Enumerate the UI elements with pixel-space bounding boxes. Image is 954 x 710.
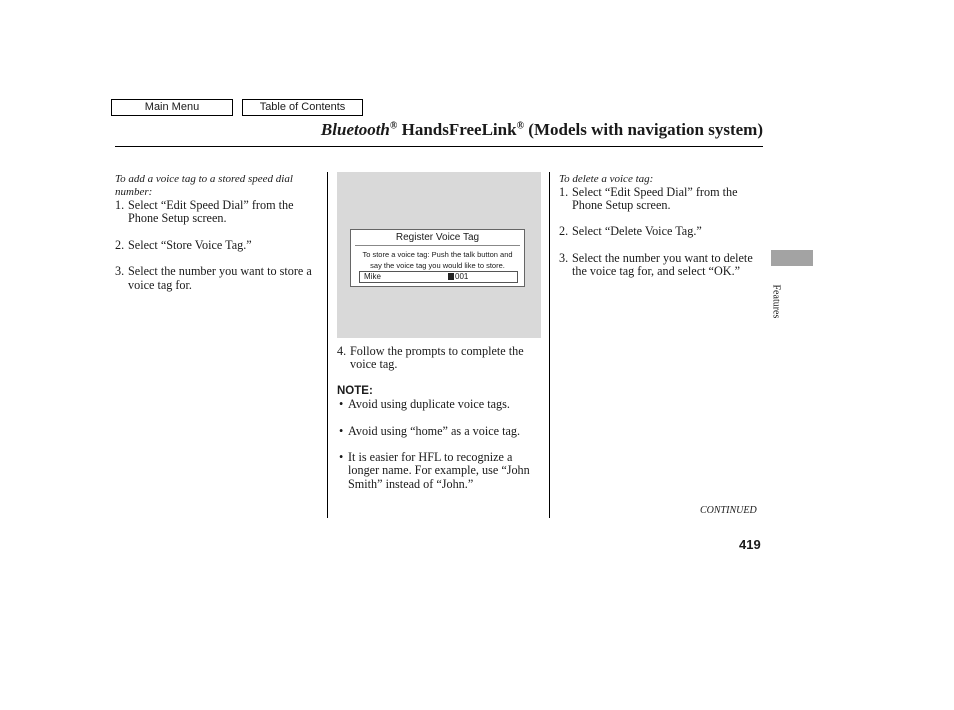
list-item	[337, 398, 543, 411]
entry-name: Mike	[364, 272, 381, 281]
bullet-dot: •	[339, 450, 344, 465]
step-text: Select “Edit Speed Dial” from the Phone Setup screen.	[572, 184, 738, 212]
screen-instructions	[355, 249, 520, 271]
entry-number	[448, 272, 468, 282]
step-text: Select “Edit Speed Dial” from the Phone Setup screen.	[128, 198, 294, 226]
step-number: 1.	[115, 198, 125, 212]
list-item	[559, 186, 763, 213]
page-number: 419	[739, 537, 761, 552]
bullet-text: Avoid using “home” as a voice tag.	[348, 423, 521, 438]
step-text: Select the number you want to store a voice tag for.	[128, 264, 312, 292]
middle-column	[337, 345, 543, 491]
right-column	[559, 173, 763, 279]
screen-line: To store a voice tag: Push the talk button and	[362, 250, 513, 259]
step-text: Select “Delete Voice Tag.”	[572, 224, 702, 239]
title-brand: Bluetooth	[320, 120, 390, 139]
list-item	[115, 239, 323, 252]
step-number: 2.	[115, 237, 125, 252]
bullet-text: It is easier for HFL to recognize a longer name. For example, use “John Smith” instead of “John.”	[348, 450, 530, 491]
title-rule	[115, 146, 763, 147]
step-number: 1.	[559, 184, 569, 199]
step-text: Select the number you want to delete the voice tag for, and select “OK.”	[572, 250, 753, 279]
registered-mark: ®	[389, 120, 398, 132]
continued-label: CONTINUED	[700, 505, 757, 516]
main-menu-button[interactable]: Main Menu	[111, 99, 233, 116]
left-column	[115, 173, 323, 292]
screen-title: Register Voice Tag	[395, 232, 480, 243]
list-item	[115, 199, 323, 226]
section-tab	[771, 250, 813, 266]
step-text: Follow the prompts to complete the voice tag.	[350, 344, 524, 372]
register-voice-tag-screen	[350, 229, 525, 287]
bullet-text: Avoid using duplicate voice tags.	[348, 397, 510, 412]
list-item	[559, 252, 763, 279]
bullet-dot: •	[339, 423, 344, 438]
list-item	[337, 451, 543, 491]
add-voice-tag-heading: To add a voice tag to a stored speed dial number:	[115, 173, 293, 198]
title-mid: HandsFreeLink	[397, 120, 517, 139]
section-label: Features	[770, 284, 782, 319]
title-rest: (Models with navigation system)	[524, 120, 763, 139]
step-text: Select “Store Voice Tag.”	[128, 237, 252, 252]
step-number: 3.	[559, 250, 569, 265]
speed-dial-entry	[359, 271, 518, 283]
column-divider	[549, 172, 550, 518]
phone-icon	[448, 273, 454, 280]
delete-voice-tag-heading: To delete a voice tag:	[559, 173, 654, 185]
table-of-contents-button[interactable]: Table of Contents	[242, 99, 363, 116]
screen-line: say the voice tag you would like to store.	[370, 261, 505, 270]
step-number: 4.	[337, 344, 347, 358]
column-divider	[327, 172, 328, 518]
bullet-dot: •	[339, 397, 344, 412]
list-item	[337, 425, 543, 438]
step-number: 2.	[559, 224, 569, 239]
step-number: 3.	[115, 264, 125, 279]
note-label: NOTE:	[337, 384, 373, 397]
entry-number-value: 001	[455, 272, 469, 281]
list-item	[337, 345, 543, 372]
page-title	[321, 120, 763, 140]
list-item	[559, 225, 763, 238]
screen-divider	[355, 245, 520, 246]
list-item	[115, 265, 323, 292]
registered-mark: ®	[516, 120, 525, 132]
